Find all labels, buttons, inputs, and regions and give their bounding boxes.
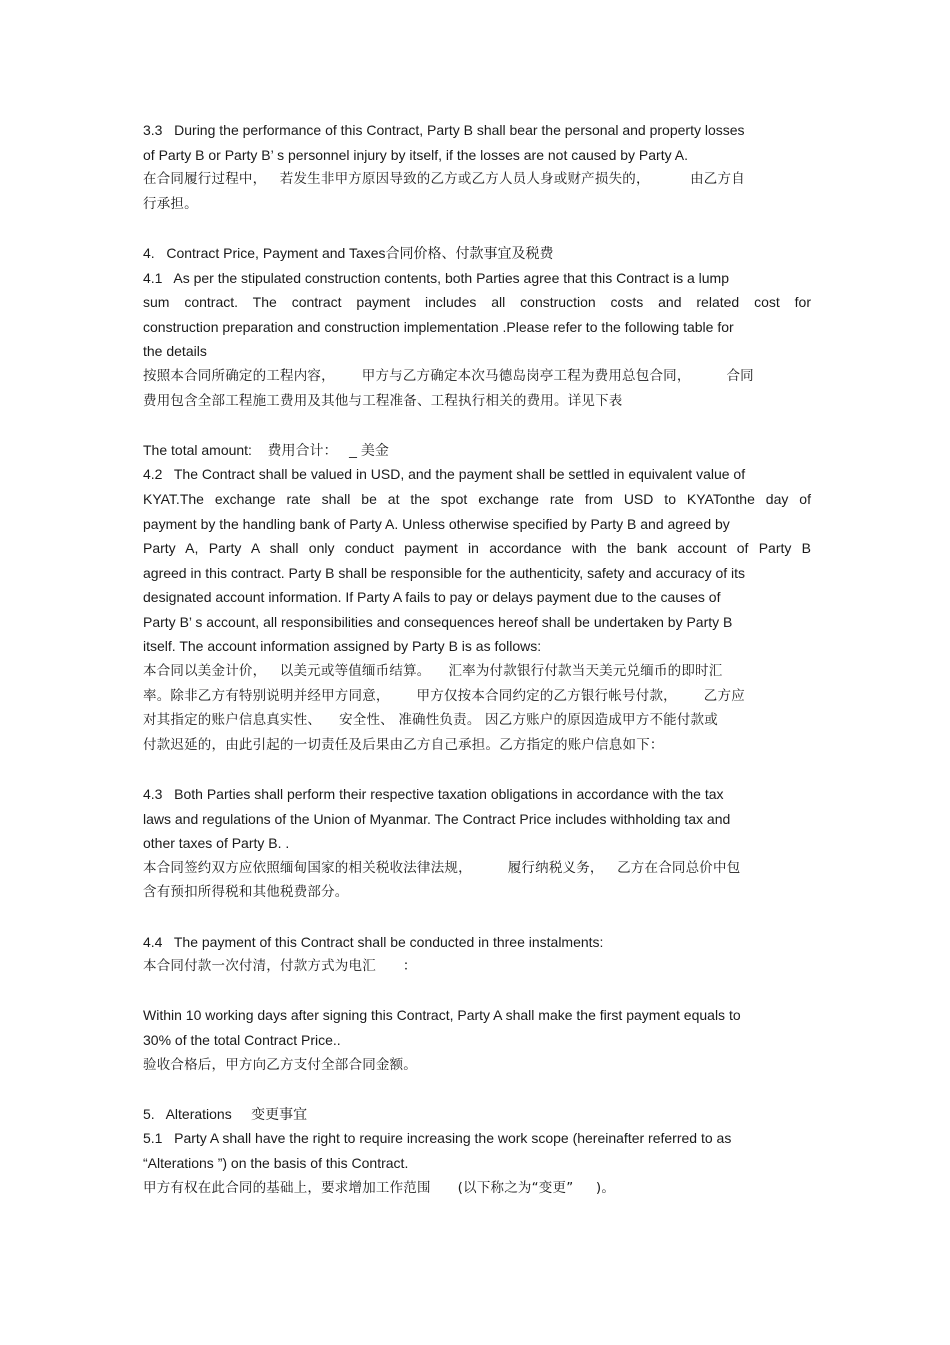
clause-5-1-en-line-2: “Alterations ”) on the basis of this Contract. [143, 1154, 409, 1171]
clause-3-3-cn-line-1: 在合同履行过程中， 若发生非甲方原因导致的乙方或乙方人员人身或财产损失的， 由乙方自 [143, 171, 745, 188]
blank-line [143, 979, 811, 1004]
clause-4-2-en-line-6: designated account information. If Party A fails to pay or delays payment due to the causes of [143, 589, 721, 606]
clause-3-3-en-line-2: of Party B or Party B’ s personnel injury by itself, if the losses are not caused by Party A. [143, 146, 688, 163]
clause-4-3-en-line-3: other taxes of Party B. . [143, 835, 290, 852]
clause-4-2-en-line-1: 4.2 The Contract shall be valued in USD, and the payment shall be settled in equivalent value of [143, 466, 746, 483]
contract-page-body [143, 118, 811, 1200]
payment-en-line-1: Within 10 working days after signing this Contract, Party A shall make the first payment equals to [143, 1007, 741, 1024]
clause-4-2-en-line-7: Party B’ s account, all responsibilities and consequences hereof shall be undertaken by Party B [143, 613, 733, 630]
blank-line [143, 1077, 811, 1102]
clause-4-2-en-line-8: itself. The account information assigned by Party B is as follows: [143, 638, 542, 655]
blank-line [143, 757, 811, 782]
payment-cn-line-1: 验收合格后，甲方向乙方支付全部合同金额。 [143, 1056, 417, 1073]
section-5-heading: 5. Alterations 变更事宜 [143, 1105, 308, 1122]
clause-4-2-en-line-5: agreed in this contract. Party B shall be responsible for the authenticity, safety and accuracy of its [143, 564, 746, 581]
clause-4-4-cn-line-1: 本合同付款一次付清，付款方式为电汇 ： [143, 958, 417, 975]
clause-4-1-en-line-1: 4.1 As per the stipulated construction contents, both Parties agree that this Contract is a lump [143, 269, 729, 286]
payment-en-line-2: 30% of the total Contract Price.. [143, 1031, 341, 1048]
clause-4-2-cn-line-1: 本合同以美金计价， 以美元或等值缅币结算。 汇率为付款银行付款当天美元兑缅币的即时汇 [143, 663, 723, 680]
clause-4-4-en-line-1: 4.4 The payment of this Contract shall be conducted in three instalments: [143, 933, 604, 950]
total-amount-line: The total amount: 费用合计： _ 美金 [143, 441, 389, 458]
clause-4-2-en-line-2: KYAT.The exchange rate shall be at the spot exchange rate from USD to KYATonthe day of [143, 490, 811, 507]
clause-4-2-cn-line-2: 率。除非乙方有特别说明并经甲方同意， 甲方仅按本合同约定的乙方银行帐号付款， 乙方应 [143, 687, 745, 704]
clause-4-1-cn-line-2: 费用包含全部工程施工费用及其他与工程准备、工程执行相关的费用。详见下表 [143, 392, 623, 409]
blank-line [143, 413, 811, 438]
clause-4-3-cn-line-2: 含有预扣所得税和其他税费部分。 [143, 884, 349, 901]
clause-3-3-cn-line-2: 行承担。 [143, 195, 198, 212]
section-4-heading: 4. Contract Price, Payment and Taxes合同价格、付款事宜及税费 [143, 244, 554, 261]
clause-4-2-cn-line-4: 付款迟延的，由此引起的一切责任及后果由乙方自己承担。乙方指定的账户信息如下： [143, 736, 664, 753]
clause-4-2-cn-line-3: 对其指定的账户信息真实性、 安全性、 准确性负责。 因乙方账户的原因造成甲方不能付款或 [143, 712, 718, 729]
clause-4-2-en-line-3: payment by the handling bank of Party A. Unless otherwise specified by Party B and agreed by [143, 515, 730, 532]
clause-4-1-en-line-3: construction preparation and construction implementation .Please refer to the following table for [143, 318, 734, 335]
clause-4-1-en-line-4: the details [143, 343, 207, 360]
clause-4-2-en-line-4: Party A, Party A shall only conduct payment in accordance with the bank account of Party B [143, 540, 811, 557]
clause-3-3-en-line-1: 3.3 During the performance of this Contract, Party B shall bear the personal and property losses [143, 122, 745, 138]
clause-4-1-en-line-2: sum contract. The contract payment includes all construction costs and related cost for [143, 294, 811, 311]
clause-5-1-en-line-1: 5.1 Party A shall have the right to require increasing the work scope (hereinafter referred to as [143, 1130, 732, 1147]
blank-line [143, 216, 811, 241]
clause-4-3-en-line-1: 4.3 Both Parties shall perform their respective taxation obligations in accordance with the tax [143, 786, 724, 803]
clause-4-3-cn-line-1: 本合同签约双方应依照缅甸国家的相关税收法律法规， 履行纳税义务， 乙方在合同总价中包 [143, 859, 741, 876]
clause-5-1-cn-line-1: 甲方有权在此合同的基础上，要求增加工作范围 (以下称之为“变更” )。 [143, 1179, 616, 1196]
clause-4-1-cn-line-1: 按照本合同所确定的工程内容， 甲方与乙方确定本次马德岛岗亭工程为费用总包合同， 合同 [143, 367, 754, 384]
clause-4-3-en-line-2: laws and regulations of the Union of Myanmar. The Contract Price includes withholding tax and [143, 810, 731, 827]
blank-line [143, 905, 811, 930]
